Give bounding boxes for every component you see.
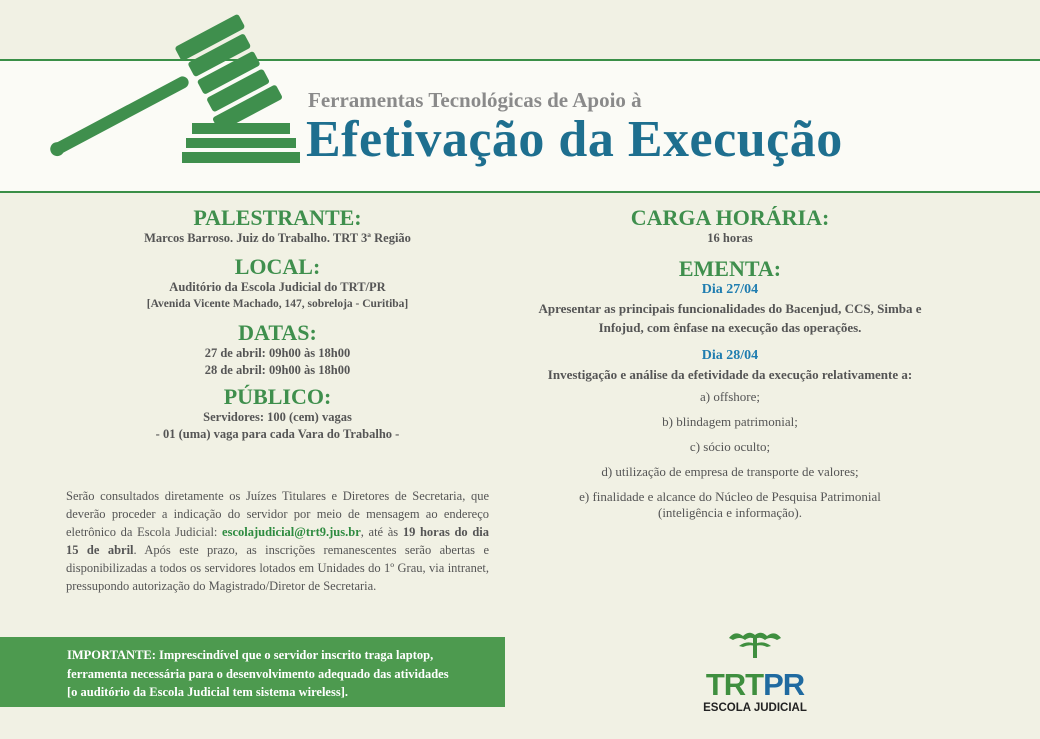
- important-notice: [0, 637, 505, 707]
- event-title: Efetivação da Execução: [306, 111, 843, 168]
- email-link[interactable]: escolajudicial@trt9.jus.br: [222, 525, 361, 539]
- paragraph-text-3: . Após este prazo, as inscrições remanescentes serão abertas e disponibilizadas a todos os servidores lotados em Unidades do 1º Grau, via intranet, pressupondo autorização do Magistrado/Diretor de Secretaria.: [66, 543, 489, 593]
- notice-line1: IMPORTANTE: Imprescindível que o servidor inscrito traga laptop,: [67, 648, 434, 662]
- local-line2: [Avenida Vicente Machado, 147, sobreloja - Curitiba]: [146, 298, 409, 310]
- list-item: e) finalidade e alcance do Núcleo de Pesquisa Patrimonial: [579, 489, 881, 504]
- publico-line2: - 01 (uma) vaga para cada Vara do Trabalho -: [155, 427, 400, 441]
- carga-text: 16 horas: [707, 231, 753, 245]
- day2-label: Dia 28/04: [701, 348, 759, 363]
- day1-line2: Infojud, com ênfase na execução das operações.: [598, 320, 862, 335]
- logo-wordmark: TRTPR: [705, 667, 805, 702]
- day1-line1: Apresentar as principais funcionalidades do Bacenjud, CCS, Simba e: [538, 301, 922, 316]
- list-item-continuation: (inteligência e informação).: [657, 505, 802, 520]
- datas-line2: 28 de abril: 09h00 às 18h00: [204, 363, 351, 377]
- day1-label: Dia 27/04: [701, 282, 759, 297]
- event-subtitle: Ferramentas Tecnológicas de Apoio à: [308, 88, 642, 112]
- publico-line1: Servidores: 100 (cem) vagas: [203, 410, 352, 424]
- list-item: c) sócio oculto;: [689, 439, 771, 454]
- araucaria-tree-icon: [725, 628, 785, 658]
- list-item: b) blindagem patrimonial;: [662, 414, 798, 429]
- datas-heading: DATAS:: [238, 320, 317, 345]
- trtpr-logo: [697, 628, 813, 715]
- notice-line2: ferramenta necessária para o desenvolvimento adequado das atividades: [67, 666, 449, 681]
- logo-subtitle: ESCOLA JUDICIAL: [703, 702, 807, 714]
- publico-heading: PÚBLICO:: [223, 384, 332, 409]
- local-line1: Auditório da Escola Judicial do TRT/PR: [169, 280, 386, 294]
- registration-paragraph: [66, 487, 489, 595]
- palestrante-heading: PALESTRANTE:: [193, 205, 362, 230]
- palestrante-text: Marcos Barroso. Juiz do Trabalho. TRT 3ª Região: [144, 231, 411, 245]
- ementa-heading: EMENTA:: [678, 256, 782, 281]
- right-column: [520, 206, 940, 521]
- datas-line1: 27 de abril: 09h00 às 18h00: [204, 346, 351, 360]
- notice-line3: [o auditório da Escola Judicial tem sistema wireless].: [67, 685, 348, 699]
- paragraph-text-2: , até às: [360, 525, 403, 539]
- list-item: a) offshore;: [699, 389, 761, 404]
- local-heading: LOCAL:: [234, 254, 321, 279]
- list-item: d) utilização de empresa de transporte de valores;: [601, 464, 859, 479]
- day2-intro: Investigação e análise da efetividade da execução relativamente a:: [547, 367, 913, 382]
- deadline-text: 19 horas do dia 15 de abril: [66, 525, 489, 557]
- paragraph-text-1: Serão consultados diretamente os Juízes Titulares e Diretores de Secretaria, que deverão proceder a indicação do servidor por meio de mensagem ao endereço eletrônico da Escola Judicial:: [66, 489, 489, 539]
- carga-heading: CARGA HORÁRIA:: [630, 205, 830, 230]
- gavel-icon: [40, 8, 300, 168]
- left-column: [66, 206, 489, 443]
